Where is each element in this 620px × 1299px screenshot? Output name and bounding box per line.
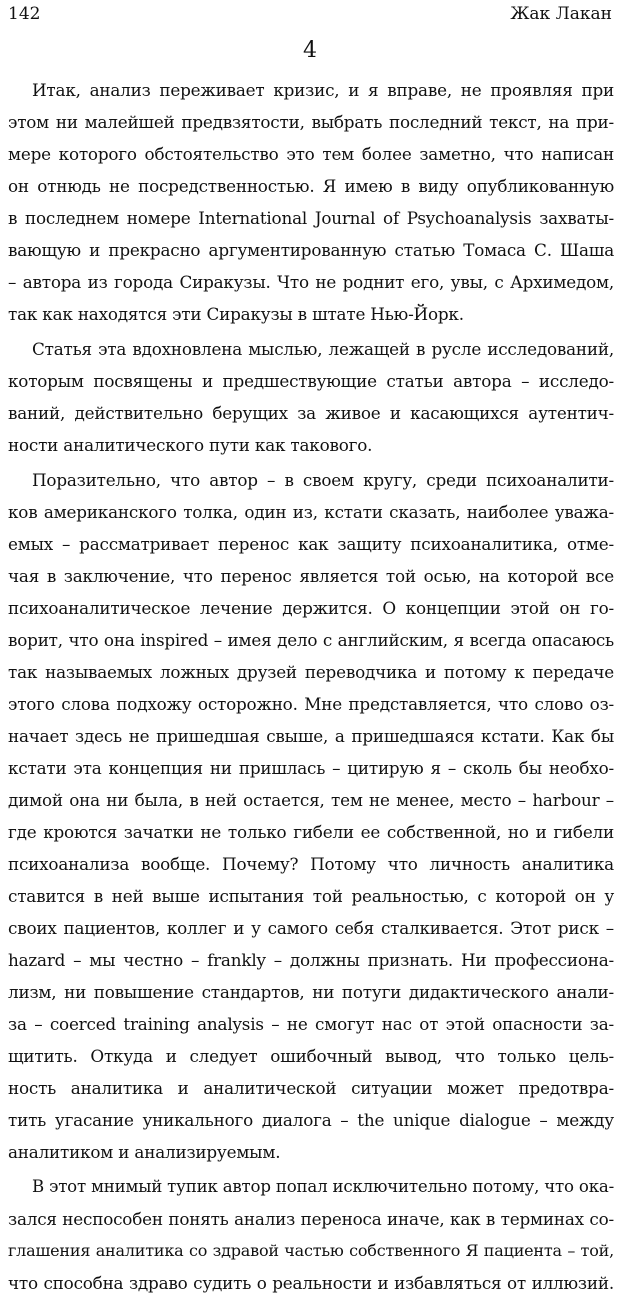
text-line: психоаналитическое лечение держится. О концепции этой он го- [8, 598, 614, 618]
text-line: тить угасание уникального диалога – the unique dialogue – между [8, 1110, 614, 1130]
text-line: чая в заключение, что перенос является той осью, на которой все [8, 566, 614, 586]
text-line: ности аналитического пути как такового. [8, 435, 373, 455]
body-text [8, 74, 614, 1299]
text-line: он отнюдь не посредственностью. Я имею в виду опубликованную [8, 176, 614, 196]
chapter-number: 4 [303, 38, 317, 63]
text-line: Поразительно, что автор – в своем кругу, среди психоаналити- [32, 470, 614, 490]
text-line: своих пациентов, коллег и у самого себя сталкивается. Этот риск – [8, 918, 614, 938]
text-line: емых – рассматривает перенос как защиту психоаналитика, отме- [8, 534, 614, 554]
text-line: за – coerced training analysis – не смогут нас от этой опасности за- [8, 1014, 614, 1034]
text-line: аналитиком и анализируемым. [8, 1142, 281, 1162]
text-line: психоанализа вообще. Почему? Потому что личность аналитика [8, 854, 614, 874]
text-line: ков американского толка, один из, кстати сказать, наиболее уважа- [8, 502, 614, 522]
text-line: Статья эта вдохновлена мыслью, лежащей в русле исследований, [32, 339, 614, 359]
text-line: ставится в ней выше испытания той реальностью, с которой он у [8, 886, 614, 906]
page-header [8, 4, 612, 28]
text-line: В этот мнимый тупик автор попал исключительно потому, что ока- [32, 1177, 614, 1196]
text-line: мере которого обстоятельство это тем более заметно, что написан [8, 144, 614, 164]
text-line: которым посвящены и предшествующие статьи автора – исследо- [8, 371, 614, 391]
running-title: Жак Лакан [510, 4, 612, 24]
text-line: щитить. Откуда и следует ошибочный вывод, что только цель- [8, 1046, 614, 1066]
text-line: ворит, что она inspired – имея дело с английским, я всегда опасаюсь [8, 630, 614, 650]
text-line: вающую и прекрасно аргументированную статью Томаса С. Шаша [8, 240, 614, 260]
text-line: зался неспособен понять анализ переноса иначе, как в терминах со- [8, 1209, 614, 1229]
text-line: Итак, анализ переживает кризис, и я вправе, не проявляя при [32, 80, 614, 100]
text-line: hazard – мы честно – frankly – должны признать. Ни профессиона- [8, 950, 614, 970]
text-line: ваний, действительно берущих за живое и касающихся аутентич- [8, 403, 614, 423]
text-line: так как находятся эти Сиракузы в штате Нью-Йорк. [8, 304, 464, 324]
text-line: димой она ни была, в ней остается, тем не менее, место – harbour – [8, 790, 614, 810]
text-line: этом ни малейшей предвзятости, выбрать последний текст, на при- [8, 112, 614, 132]
text-line: так называемых ложных друзей переводчика и потому к передаче [8, 662, 614, 682]
text-line: что способна здраво судить о реальности и избавляться от иллюзий. [8, 1273, 614, 1293]
text-line: лизм, ни повышение стандартов, ни потуги дидактического анали- [8, 982, 614, 1002]
text-line: кстати эта концепция ни пришлась – цитирую я – сколь бы необхо- [8, 758, 614, 778]
text-line: глашения аналитика со здравой частью собственного Я пациента – той, [8, 1241, 614, 1260]
text-line: где кроются зачатки не только гибели ее собственной, но и гибели [8, 822, 614, 842]
text-line: – автора из города Сиракузы. Что не роднит его, увы, с Архимедом, [8, 272, 614, 292]
text-line: начает здесь не пришедшая свыше, а пришедшаяся кстати. Как бы [8, 726, 614, 746]
page-number: 142 [8, 4, 41, 24]
text-line: ность аналитика и аналитической ситуации может предотвра- [8, 1078, 614, 1098]
text-line: в последнем номере International Journal of Psychoanalysis захваты- [8, 208, 614, 228]
text-line: этого слова подхожу осторожно. Мне представляется, что слово оз- [8, 694, 614, 714]
